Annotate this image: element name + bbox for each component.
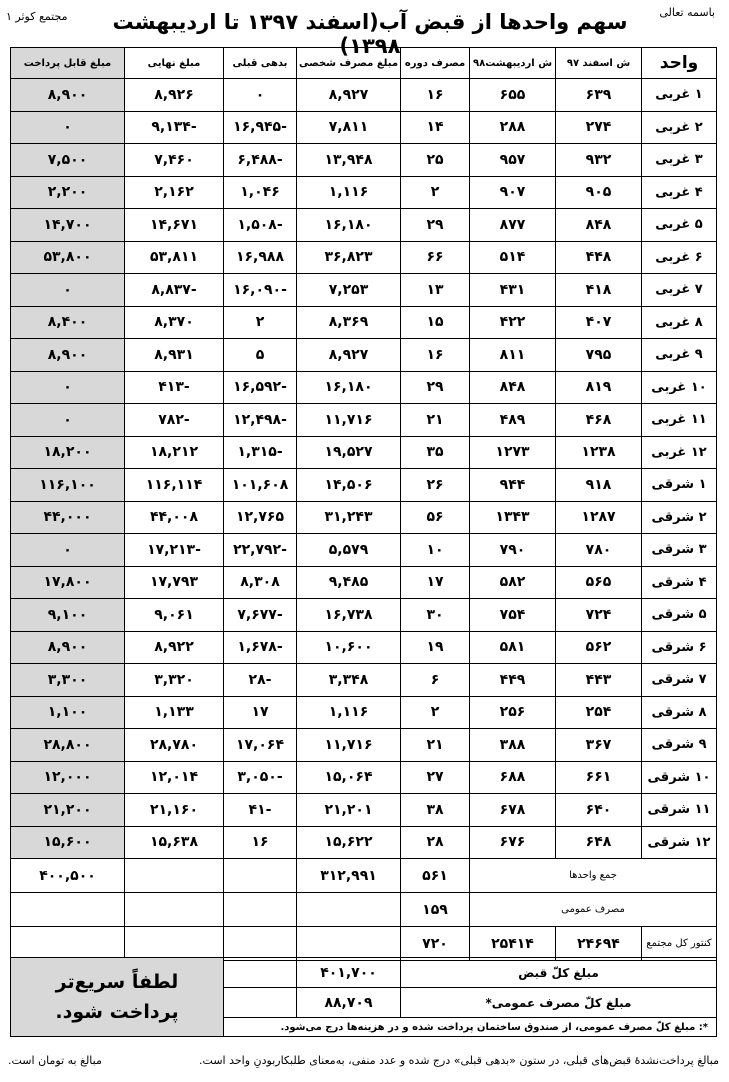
cell-unit: ۶ غربی: [642, 241, 717, 274]
cell-period: ۲۹: [401, 371, 470, 404]
table-row: [11, 794, 717, 827]
pay-reminder: [11, 958, 224, 1037]
cell-unit: ۹ غربی: [642, 339, 717, 372]
cell-final: ۸,۹۲۲: [125, 631, 224, 664]
cell-period: ۱۵: [401, 306, 470, 339]
cell-debt: -۱۶,۵۹۲: [224, 371, 297, 404]
cell-ordibehesht: ۷۹۰: [470, 534, 556, 567]
table-row: [11, 469, 717, 502]
cell-unit: ۱۲ شرقی: [642, 826, 717, 859]
cell-esfand: ۳۶۷: [556, 729, 642, 762]
cell-debt: ۸,۳۰۸: [224, 566, 297, 599]
table-row: [11, 826, 717, 859]
empty-cell: [224, 988, 297, 1018]
page-header: [0, 0, 729, 58]
cell-ordibehesht: ۹۵۷: [470, 144, 556, 177]
col-debt: بدهی قبلی: [224, 48, 297, 79]
table-row: [11, 209, 717, 242]
star-note: *: مبلغ کلّ مصرف عمومی، از صندوق ساختمان پرداخت شده و در هزینه‌ها درج می‌شود.: [224, 1018, 717, 1037]
cell-ordibehesht: ۸۴۸: [470, 371, 556, 404]
cell-debt: -۲۲,۷۹۲: [224, 534, 297, 567]
cell-payable: ۴۴,۰۰۰: [11, 501, 125, 534]
cell-period: ۱۶: [401, 79, 470, 112]
cell-ordibehesht: ۸۷۷: [470, 209, 556, 242]
cell-final: ۱۸,۲۱۲: [125, 436, 224, 469]
common-usage-period: ۱۵۹: [401, 893, 470, 927]
cell-personal: ۱۵,۰۶۴: [297, 761, 401, 794]
cell-esfand: ۴۶۸: [556, 404, 642, 437]
cell-final: ۲۸,۷۸۰: [125, 729, 224, 762]
table-row: [11, 566, 717, 599]
table-row: [11, 339, 717, 372]
cell-period: ۲۵: [401, 144, 470, 177]
cell-period: ۲۸: [401, 826, 470, 859]
cell-esfand: ۲۷۴: [556, 111, 642, 144]
cell-personal: ۱۱,۷۱۶: [297, 404, 401, 437]
cell-payable: ۰: [11, 404, 125, 437]
cell-period: ۱۷: [401, 566, 470, 599]
cell-esfand: ۶۳۹: [556, 79, 642, 112]
cell-period: ۵۶: [401, 501, 470, 534]
bismillah-text: باسمه تعالی: [659, 6, 715, 19]
cell-debt: -۷,۶۷۷: [224, 599, 297, 632]
cell-personal: ۸,۹۲۷: [297, 339, 401, 372]
cell-final: ۱۴,۶۷۱: [125, 209, 224, 242]
cell-ordibehesht: ۵۸۲: [470, 566, 556, 599]
col-ordibehesht: ش اردیبهشت۹۸: [470, 48, 556, 79]
cell-payable: ۸,۴۰۰: [11, 306, 125, 339]
table-row: [11, 404, 717, 437]
cell-ordibehesht: ۱۲۷۳: [470, 436, 556, 469]
empty-cell: [11, 927, 125, 961]
units-total-personal: ۳۱۲,۹۹۱: [297, 859, 401, 893]
table-row: [11, 371, 717, 404]
cell-final: ۱,۱۳۳: [125, 696, 224, 729]
empty-cell: [224, 893, 297, 927]
col-esfand: ش اسفند ۹۷: [556, 48, 642, 79]
cell-esfand: ۲۵۴: [556, 696, 642, 729]
cell-payable: ۲۸,۸۰۰: [11, 729, 125, 762]
cell-final: -۹,۱۳۴: [125, 111, 224, 144]
cell-period: ۱۰: [401, 534, 470, 567]
cell-payable: ۱۷,۸۰۰: [11, 566, 125, 599]
empty-cell: [224, 958, 297, 988]
cell-debt: ۱۶: [224, 826, 297, 859]
cell-payable: ۸,۹۰۰: [11, 339, 125, 372]
cell-debt: -۳,۰۵۰: [224, 761, 297, 794]
cell-unit: ۱ شرقی: [642, 469, 717, 502]
common-total-value: ۸۸,۷۰۹: [297, 988, 401, 1018]
common-usage-row: [11, 893, 717, 927]
cell-debt: -۱۶,۰۹۰: [224, 274, 297, 307]
cell-ordibehesht: ۳۸۸: [470, 729, 556, 762]
empty-cell: [224, 927, 297, 961]
pay-reminder-line1: لطفاً سریع‌تر: [55, 971, 179, 993]
cell-payable: ۳,۳۰۰: [11, 664, 125, 697]
cell-payable: ۱۸,۲۰۰: [11, 436, 125, 469]
cell-unit: ۱۱ غربی: [642, 404, 717, 437]
cell-payable: ۱۲,۰۰۰: [11, 761, 125, 794]
empty-cell: [297, 927, 401, 961]
table-row: [11, 274, 717, 307]
cell-personal: ۱۹,۵۲۷: [297, 436, 401, 469]
cell-personal: ۳,۳۴۸: [297, 664, 401, 697]
cell-period: ۳۸: [401, 794, 470, 827]
cell-debt: -۱۲,۴۹۸: [224, 404, 297, 437]
main-meter-row: [11, 927, 717, 961]
col-final: مبلغ نهایی: [125, 48, 224, 79]
cell-payable: ۵۳,۸۰۰: [11, 241, 125, 274]
bill-total-label: مبلغ کلّ قبض: [401, 958, 717, 988]
cell-esfand: ۶۴۰: [556, 794, 642, 827]
cell-unit: ۹ شرقی: [642, 729, 717, 762]
cell-payable: ۰: [11, 111, 125, 144]
table-row: [11, 79, 717, 112]
cell-esfand: ۵۶۲: [556, 631, 642, 664]
cell-debt: ۱۷: [224, 696, 297, 729]
bill-total-value: ۴۰۱,۷۰۰: [297, 958, 401, 988]
cell-personal: ۷,۲۵۳: [297, 274, 401, 307]
cell-period: ۲۷: [401, 761, 470, 794]
empty-cell: [125, 927, 224, 961]
cell-personal: ۱۱,۷۱۶: [297, 729, 401, 762]
cell-esfand: ۱۲۳۸: [556, 436, 642, 469]
cell-unit: ۷ غربی: [642, 274, 717, 307]
table-row: [11, 144, 717, 177]
cell-payable: ۲۱,۲۰۰: [11, 794, 125, 827]
cell-ordibehesht: ۷۵۴: [470, 599, 556, 632]
cell-debt: -۱,۶۷۸: [224, 631, 297, 664]
col-personal: مبلغ مصرف شخصی: [297, 48, 401, 79]
cell-personal: ۳۱,۲۴۳: [297, 501, 401, 534]
page-title: سهم واحدها از قبض آب(اسفند ۱۳۹۷ تا اردیبهشت ۱۳۹۸): [112, 10, 628, 58]
cell-ordibehesht: ۲۵۶: [470, 696, 556, 729]
cell-personal: ۱۶,۱۸۰: [297, 209, 401, 242]
cell-esfand: ۹۱۸: [556, 469, 642, 502]
cell-period: ۲: [401, 696, 470, 729]
cell-esfand: ۶۶۱: [556, 761, 642, 794]
table-row: [11, 599, 717, 632]
cell-period: ۱۹: [401, 631, 470, 664]
cell-final: ۲,۱۶۲: [125, 176, 224, 209]
cell-payable: ۱۵,۶۰۰: [11, 826, 125, 859]
col-payable: مبلغ قابل پرداخت: [11, 48, 125, 79]
complex-name: مجتمع کوثر ۱: [6, 10, 68, 23]
cell-ordibehesht: ۵۱۴: [470, 241, 556, 274]
cell-esfand: ۷۲۴: [556, 599, 642, 632]
cell-payable: ۸,۹۰۰: [11, 631, 125, 664]
col-period: مصرف دوره: [401, 48, 470, 79]
cell-ordibehesht: ۹۴۴: [470, 469, 556, 502]
cell-final: ۸,۳۷۰: [125, 306, 224, 339]
cell-period: ۲۱: [401, 404, 470, 437]
cell-period: ۲۹: [401, 209, 470, 242]
table-row: [11, 306, 717, 339]
cell-ordibehesht: ۱۳۴۳: [470, 501, 556, 534]
cell-esfand: ۹۳۲: [556, 144, 642, 177]
col-unit: واحد: [642, 48, 717, 79]
cell-personal: ۸,۳۶۹: [297, 306, 401, 339]
cell-ordibehesht: ۶۵۵: [470, 79, 556, 112]
cell-payable: ۱۱۶,۱۰۰: [11, 469, 125, 502]
cell-period: ۲: [401, 176, 470, 209]
pay-reminder-line2: پرداخت شود.: [55, 1001, 179, 1023]
cell-payable: ۲,۲۰۰: [11, 176, 125, 209]
empty-cell: [11, 893, 125, 927]
cell-payable: ۸,۹۰۰: [11, 79, 125, 112]
table-row: [11, 176, 717, 209]
debt-footnote: مبالغ پرداخت‌نشدهٔ قبض‌های قبلی، در ستون «بدهی قبلی» درج شده و عدد منفی، به‌معنای طلبکاربودنِ واحد است.: [199, 1054, 719, 1067]
table-row: [11, 501, 717, 534]
empty-cell: [224, 859, 297, 893]
cell-unit: ۵ غربی: [642, 209, 717, 242]
cell-unit: ۴ غربی: [642, 176, 717, 209]
table-row: [11, 436, 717, 469]
cell-unit: ۶ شرقی: [642, 631, 717, 664]
cell-period: ۱۶: [401, 339, 470, 372]
bill-summary-box: [10, 957, 717, 1037]
cell-debt: ۱,۰۴۶: [224, 176, 297, 209]
cell-final: -۴۱۳: [125, 371, 224, 404]
cell-final: ۷,۴۶۰: [125, 144, 224, 177]
cell-final: ۳,۳۲۰: [125, 664, 224, 697]
cell-debt: -۱,۳۱۵: [224, 436, 297, 469]
cell-ordibehesht: ۸۱۱: [470, 339, 556, 372]
empty-cell: [297, 893, 401, 927]
cell-esfand: ۸۱۹: [556, 371, 642, 404]
cell-period: ۶۶: [401, 241, 470, 274]
cell-period: ۱۳: [401, 274, 470, 307]
cell-unit: ۳ غربی: [642, 144, 717, 177]
cell-personal: ۲۱,۲۰۱: [297, 794, 401, 827]
cell-ordibehesht: ۲۸۸: [470, 111, 556, 144]
cell-final: ۱۷,۷۹۳: [125, 566, 224, 599]
cell-personal: ۸,۹۲۷: [297, 79, 401, 112]
cell-esfand: ۸۴۸: [556, 209, 642, 242]
cell-esfand: ۹۰۵: [556, 176, 642, 209]
cell-period: ۱۴: [401, 111, 470, 144]
currency-note: مبالغ به تومان است.: [8, 1054, 102, 1067]
table-row: [11, 631, 717, 664]
cell-debt: -۱,۵۰۸: [224, 209, 297, 242]
empty-cell: [125, 893, 224, 927]
cell-unit: ۸ غربی: [642, 306, 717, 339]
cell-unit: ۲ شرقی: [642, 501, 717, 534]
cell-personal: ۱۶,۱۸۰: [297, 371, 401, 404]
cell-final: ۲۱,۱۶۰: [125, 794, 224, 827]
empty-cell: [125, 859, 224, 893]
cell-personal: ۱۰,۶۰۰: [297, 631, 401, 664]
cell-debt: ۵: [224, 339, 297, 372]
main-meter-period: ۷۲۰: [401, 927, 470, 961]
cell-period: ۳۵: [401, 436, 470, 469]
cell-debt: -۴۱: [224, 794, 297, 827]
cell-final: -۸,۸۳۷: [125, 274, 224, 307]
cell-payable: ۱۴,۷۰۰: [11, 209, 125, 242]
units-total-period: ۵۶۱: [401, 859, 470, 893]
cell-unit: ۱۱ شرقی: [642, 794, 717, 827]
cell-esfand: ۴۰۷: [556, 306, 642, 339]
cell-unit: ۱۰ شرقی: [642, 761, 717, 794]
cell-personal: ۷,۸۱۱: [297, 111, 401, 144]
cell-final: ۹,۰۶۱: [125, 599, 224, 632]
cell-final: -۷۸۲: [125, 404, 224, 437]
table-header-row: [11, 48, 717, 79]
table-row: [11, 664, 717, 697]
cell-payable: ۹,۱۰۰: [11, 599, 125, 632]
cell-personal: ۱۶,۷۳۸: [297, 599, 401, 632]
cell-final: ۵۳,۸۱۱: [125, 241, 224, 274]
cell-payable: ۰: [11, 534, 125, 567]
units-total-label: جمع واحدها: [470, 859, 717, 893]
table-row: [11, 729, 717, 762]
cell-debt: ۱۷,۰۶۴: [224, 729, 297, 762]
cell-unit: ۲ غربی: [642, 111, 717, 144]
cell-ordibehesht: ۴۸۹: [470, 404, 556, 437]
cell-payable: ۰: [11, 274, 125, 307]
cell-esfand: ۴۱۸: [556, 274, 642, 307]
cell-personal: ۹,۴۸۵: [297, 566, 401, 599]
cell-debt: -۱۶,۹۴۵: [224, 111, 297, 144]
cell-personal: ۱۵,۶۲۲: [297, 826, 401, 859]
cell-ordibehesht: ۶۷۶: [470, 826, 556, 859]
table-row: [11, 761, 717, 794]
cell-final: ۱۱۶,۱۱۴: [125, 469, 224, 502]
cell-debt: -۶,۴۸۸: [224, 144, 297, 177]
cell-personal: ۱۳,۹۴۸: [297, 144, 401, 177]
main-meter-ordibehesht: ۲۵۴۱۴: [470, 927, 556, 961]
cell-final: ۱۵,۶۳۸: [125, 826, 224, 859]
cell-ordibehesht: ۴۴۹: [470, 664, 556, 697]
cell-ordibehesht: ۶۷۸: [470, 794, 556, 827]
cell-debt: ۰: [224, 79, 297, 112]
cell-period: ۲۱: [401, 729, 470, 762]
cell-personal: ۱,۱۱۶: [297, 696, 401, 729]
cell-unit: ۷ شرقی: [642, 664, 717, 697]
cell-unit: ۳ شرقی: [642, 534, 717, 567]
table-row: [11, 534, 717, 567]
cell-personal: ۵,۵۷۹: [297, 534, 401, 567]
cell-unit: ۱۲ غربی: [642, 436, 717, 469]
cell-unit: ۱۰ غربی: [642, 371, 717, 404]
units-total-row: [11, 859, 717, 893]
water-bill-table: [10, 47, 717, 961]
cell-payable: ۰: [11, 371, 125, 404]
cell-esfand: ۱۲۸۷: [556, 501, 642, 534]
cell-unit: ۵ شرقی: [642, 599, 717, 632]
cell-period: ۲۶: [401, 469, 470, 502]
units-total-payable: ۴۰۰,۵۰۰: [11, 859, 125, 893]
common-total-label: مبلغ کلّ مصرف عمومی*: [401, 988, 717, 1018]
cell-debt: ۲: [224, 306, 297, 339]
cell-ordibehesht: ۹۰۷: [470, 176, 556, 209]
cell-final: ۸,۹۲۶: [125, 79, 224, 112]
cell-ordibehesht: ۶۸۸: [470, 761, 556, 794]
cell-esfand: ۶۴۸: [556, 826, 642, 859]
cell-personal: ۱,۱۱۶: [297, 176, 401, 209]
table-row: [11, 241, 717, 274]
cell-final: -۱۷,۲۱۳: [125, 534, 224, 567]
cell-esfand: ۴۴۸: [556, 241, 642, 274]
cell-ordibehesht: ۵۸۱: [470, 631, 556, 664]
cell-final: ۱۲,۰۱۴: [125, 761, 224, 794]
cell-debt: ۱۲,۷۶۵: [224, 501, 297, 534]
cell-esfand: ۵۶۵: [556, 566, 642, 599]
cell-unit: ۸ شرقی: [642, 696, 717, 729]
cell-debt: ۱۶,۹۸۸: [224, 241, 297, 274]
cell-period: ۶: [401, 664, 470, 697]
cell-final: ۸,۹۳۱: [125, 339, 224, 372]
cell-esfand: ۷۹۵: [556, 339, 642, 372]
cell-final: ۴۴,۰۰۸: [125, 501, 224, 534]
table-row: [11, 111, 717, 144]
cell-period: ۳۰: [401, 599, 470, 632]
cell-payable: ۷,۵۰۰: [11, 144, 125, 177]
cell-ordibehesht: ۴۲۲: [470, 306, 556, 339]
cell-esfand: ۴۴۳: [556, 664, 642, 697]
table-row: [11, 696, 717, 729]
cell-unit: ۱ غربی: [642, 79, 717, 112]
cell-unit: ۴ شرقی: [642, 566, 717, 599]
common-usage-label: مصرف عمومی: [470, 893, 717, 927]
cell-payable: ۱,۱۰۰: [11, 696, 125, 729]
cell-personal: ۳۶,۸۲۳: [297, 241, 401, 274]
cell-ordibehesht: ۴۳۱: [470, 274, 556, 307]
main-meter-label: کنتور کل مجتمع: [642, 927, 717, 961]
main-meter-esfand: ۲۴۶۹۴: [556, 927, 642, 961]
cell-debt: -۲۸: [224, 664, 297, 697]
cell-esfand: ۷۸۰: [556, 534, 642, 567]
cell-personal: ۱۴,۵۰۶: [297, 469, 401, 502]
cell-debt: ۱۰۱,۶۰۸: [224, 469, 297, 502]
